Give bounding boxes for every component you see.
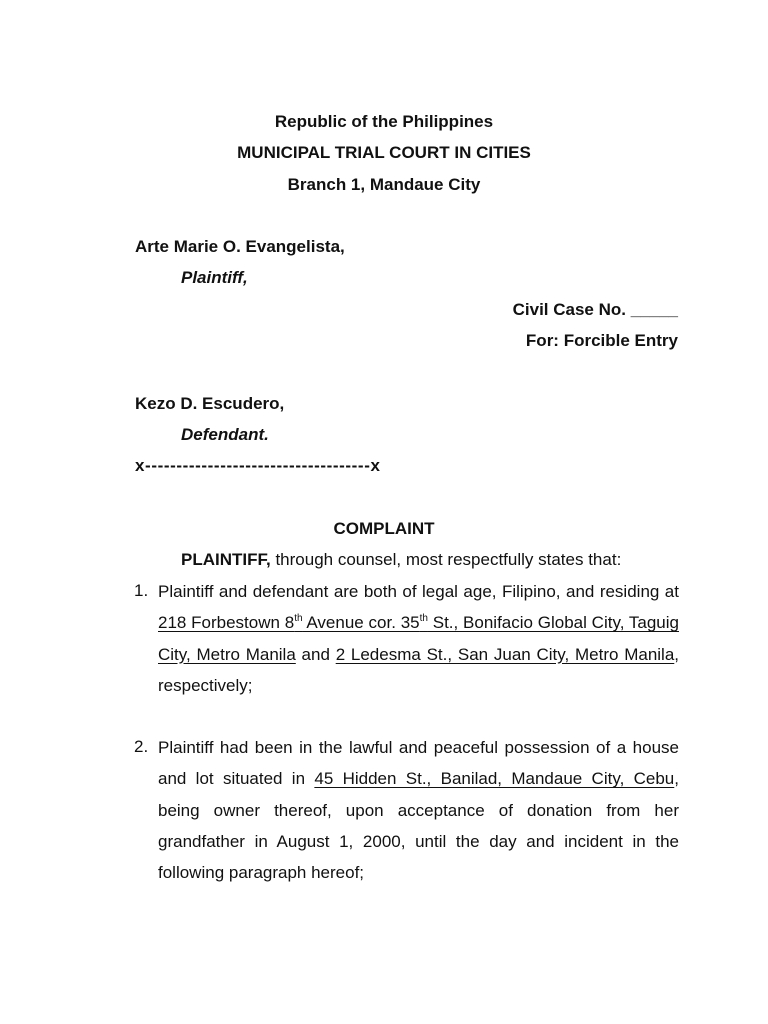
plaintiff-name: Arte Marie O. Evangelista, (135, 237, 345, 256)
intro-plaintiff-bold: PLAINTIFF, (181, 550, 271, 569)
paragraph-1 (134, 581, 679, 701)
paragraph-1-text: Plaintiff and defendant are both of legal age, Filipino, and residing at 218 Forbestown 8th Avenue cor. 35th St., Bonifacio Global City, Taguig City, Metro Manila and 2 Ledesma St., San Juan City, Metro Manila, respectively; (158, 582, 680, 695)
intro-text: through counsel, most respectfully states that: (270, 550, 622, 569)
header-court: MUNICIPAL TRIAL COURT IN CITIES (237, 143, 531, 162)
civil-case-number: Civil Case No. _____ (512, 300, 678, 319)
header-republic: Republic of the Philippines (274, 112, 494, 131)
complaint-intro (181, 550, 621, 570)
paragraph-2-text: Plaintiff had been in the lawful and peaceful possession of a house and lot situated in 45 Hidden St., Banilad, Mandaue City, Cebu, being owner thereof, upon acceptance of donation from her grandfather in August 1, 2000, until the day and incident in the following paragraph hereof; (158, 738, 679, 883)
plaintiff-role: Plaintiff, (181, 268, 248, 287)
caption-separator: x------------------------------------x (135, 456, 381, 475)
paragraph-2 (134, 737, 679, 888)
case-nature: For: Forcible Entry (525, 331, 678, 350)
defendant-role: Defendant. (181, 425, 269, 444)
paragraph-2-number: 2. (134, 737, 149, 756)
complaint-title: COMPLAINT (333, 519, 435, 538)
paragraph-1-number: 1. (134, 581, 149, 600)
plaintiff-address: 218 Forbestown 8th Avenue cor. 35th St., Bonifacio Global City, Taguig City, Metro Manila (158, 612, 679, 664)
header-branch: Branch 1, Mandaue City (287, 175, 481, 194)
defendant-name: Kezo D. Escudero, (135, 394, 285, 413)
defendant-address: 2 Ledesma St., San Juan City, Metro Manila (335, 644, 675, 664)
property-address: 45 Hidden St., Banilad, Mandaue City, Cebu (314, 769, 675, 789)
